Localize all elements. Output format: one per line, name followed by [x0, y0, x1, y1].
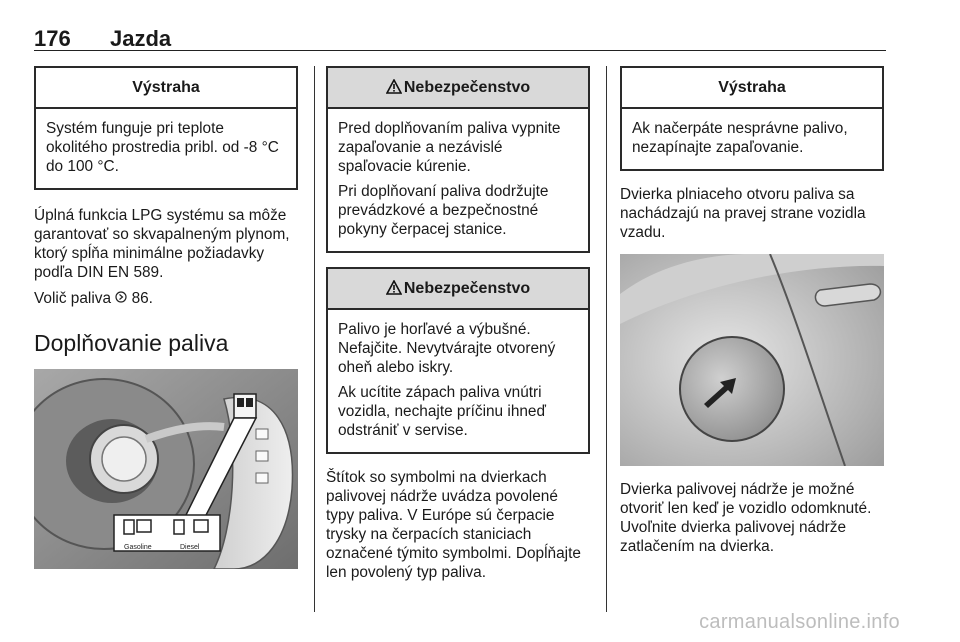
danger-box-2: [326, 267, 590, 454]
warning-box-wrong-fuel: [620, 66, 884, 171]
danger-box-1-header: [328, 68, 588, 109]
fuel-door-open-paragraph: Dvierka palivovej nádrže je možné otvoriť len keď je vozidlo odomknuté. Uvoľnite dvierka palivovej nádrže zatlačením na dvierka.: [620, 481, 872, 555]
page-number: 176: [34, 26, 71, 51]
warning-triangle-icon: [386, 280, 402, 295]
danger-box-2-p1: Palivo je horľavé a výbušné. Nefajčite. Nevytvárajte otvorený oheň alebo iskry.: [338, 321, 556, 376]
warning-box-text: Systém funguje pri teplote okolitého prostredia pribl. od -8 °C do 100 °C.: [46, 120, 279, 175]
fuel-door-location-paragraph: Dvierka plniaceho otvoru paliva sa nachádzajú na pravej strane vozidla vzadu.: [620, 186, 866, 241]
column-divider-1: [314, 66, 315, 612]
page-header: [34, 26, 171, 52]
section-heading: Doplňovanie paliva: [34, 330, 229, 356]
page-ref-arrow-icon: [115, 291, 127, 303]
section-title: Jazda: [110, 26, 172, 51]
fuel-door-illustration: [34, 369, 298, 569]
column-divider-2: [606, 66, 607, 612]
warning-box-title: Výstraha: [622, 68, 882, 109]
label-diesel: Diesel: [180, 544, 200, 551]
danger-box-1-p2: Pri doplňovaní paliva dodržujte prevádzkové a bezpečnostné pokyny čerpacej stanice.: [338, 183, 549, 238]
danger-box-2-header: [328, 269, 588, 310]
danger-box-1-p1: Pred doplňovaním paliva vypnite zapaľovanie a nezávislé spaľovacie kúrenie.: [338, 120, 561, 175]
right-column: [620, 66, 884, 563]
lpg-paragraph: Úplná funkcia LPG systému sa môže garantovať so skvapalneným plynom, ktorý spĺňa minimálne požiadavky podľa DIN EN 589.: [34, 207, 290, 281]
warning-box-temperature: [34, 66, 298, 190]
fuel-door-photo: [620, 254, 884, 466]
danger-box-1: [326, 66, 590, 253]
warning-triangle-icon: [386, 79, 402, 94]
label-gasoline: Gasoline: [124, 544, 152, 551]
left-column: [34, 66, 298, 569]
warning-box-title: Výstraha: [36, 68, 296, 109]
watermark: carmanualsonline.info: [699, 611, 900, 633]
fuel-door-push-illustration: [620, 254, 884, 466]
middle-column: [326, 66, 590, 589]
fuel-selector-page: 86.: [131, 290, 153, 307]
danger-box-2-title: Nebezpečenstvo: [403, 280, 531, 297]
fuel-door-label-figure: [34, 369, 298, 569]
header-rule: [34, 50, 886, 51]
danger-box-2-p2: Ak ucítite zápach paliva vnútri vozidla, nechajte príčinu ihneď odstrániť v servise.: [338, 384, 546, 439]
warning-box-text: Ak načerpáte nesprávne palivo, nezapínajte zapaľovanie.: [632, 120, 848, 156]
danger-box-1-title: Nebezpečenstvo: [403, 79, 531, 96]
fuel-selector-ref: [34, 289, 298, 308]
fuel-selector-text: Volič paliva: [34, 290, 111, 307]
fuel-label-paragraph: Štítok so symbolmi na dvierkach palivovej nádrže uvádza povolené typy paliva. V Európe sú čerpacie trysky na čerpacích staniciach označené týmito symbolmi. Dopĺňajte len povolený typ paliva.: [326, 469, 581, 581]
